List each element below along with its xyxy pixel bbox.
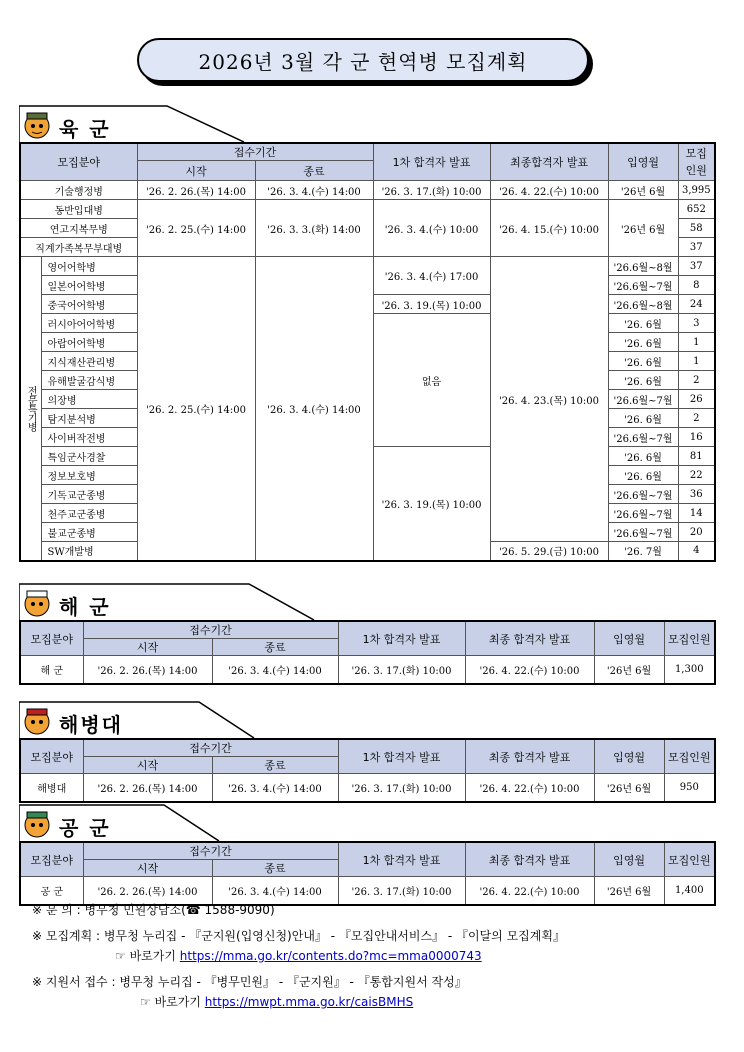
enlist-cell: '26. 7월 — [608, 542, 678, 561]
plan-shortcut — [32, 946, 565, 966]
field-cell: 아랍어어학병 — [41, 333, 137, 352]
header-period: 접수기간 — [83, 739, 338, 757]
section-tab-line — [19, 803, 714, 841]
field-cell: 연고지복무병 — [20, 219, 137, 238]
header-end: 종료 — [212, 757, 338, 774]
section-tab-line — [19, 700, 714, 738]
count-cell: 8 — [678, 276, 715, 295]
navy-section — [19, 582, 714, 685]
final-cell: '26. 4. 15.(수) 10:00 — [490, 200, 608, 257]
enlist-cell: '26년 6월 — [594, 774, 664, 802]
field-cell: 러시아어어학병 — [41, 314, 137, 333]
field-cell: 해병대 — [20, 774, 83, 802]
count-cell: 20 — [678, 523, 715, 542]
field-cell: 일본어어학병 — [41, 276, 137, 295]
count-cell: 22 — [678, 466, 715, 485]
first-cell: '26. 3. 19.(목) 10:00 — [373, 447, 490, 561]
enlist-cell: '26.6월~7월 — [608, 485, 678, 504]
airforce-header — [19, 803, 714, 841]
start-cell: '26. 2. 26.(목) 14:00 — [83, 774, 212, 802]
field-cell: 의장병 — [41, 390, 137, 409]
enlist-cell: '26. 6월 — [608, 447, 678, 466]
enlist-cell: '26. 6월 — [608, 314, 678, 333]
header-enlist: 입영월 — [608, 143, 678, 181]
field-cell: SW개발병 — [41, 542, 137, 561]
field-cell: 특임군사경찰 — [41, 447, 137, 466]
header-first: 1차 합격자 발표 — [338, 842, 465, 877]
enlist-cell: '26. 6월 — [608, 371, 678, 390]
field-cell: 불교군종병 — [41, 523, 137, 542]
count-cell: 26 — [678, 390, 715, 409]
final-cell: '26. 4. 23.(목) 10:00 — [490, 257, 608, 542]
enlist-cell: '26년 6월 — [608, 181, 678, 200]
first-cell: 없음 — [373, 314, 490, 447]
header-final: 최종 합격자 발표 — [465, 842, 594, 877]
header-field: 모집분야 — [20, 143, 137, 181]
section-tab-line — [19, 582, 714, 620]
start-cell: '26. 2. 26.(목) 14:00 — [83, 656, 212, 684]
header-final: 최종합격자 발표 — [490, 143, 608, 181]
count-cell: 14 — [678, 504, 715, 523]
start-cell: '26. 2. 26.(목) 14:00 — [137, 181, 255, 200]
header-first: 1차 합격자 발표 — [338, 739, 465, 774]
table-row — [20, 200, 715, 219]
count-cell: 58 — [678, 219, 715, 238]
header-start: 시작 — [83, 757, 212, 774]
enlist-cell: '26.6월~8월 — [608, 295, 678, 314]
end-cell: '26. 3. 4.(수) 14:00 — [255, 257, 373, 561]
marine-table — [19, 738, 716, 803]
count-cell: 81 — [678, 447, 715, 466]
count-cell: 1,300 — [664, 656, 715, 684]
tiger-mascot-icon — [21, 588, 53, 618]
end-cell: '26. 3. 4.(수) 14:00 — [212, 656, 338, 684]
count-cell: 2 — [678, 409, 715, 428]
count-cell: 37 — [678, 257, 715, 276]
header-field: 모집분야 — [20, 739, 83, 774]
first-cell: '26. 3. 4.(수) 10:00 — [373, 200, 490, 257]
field-cell: 기독교군종병 — [41, 485, 137, 504]
page-title: 2026년 3월 각 군 현역병 모집계획 — [137, 38, 589, 82]
field-cell: 해 군 — [20, 656, 83, 684]
navy-header — [19, 582, 714, 620]
enlist-cell: '26년 6월 — [594, 877, 664, 905]
airforce-section — [19, 803, 714, 906]
header-count: 모집인원 — [664, 621, 715, 656]
header-start: 시작 — [83, 860, 212, 877]
shortcut-label: ☞ 바로가기 — [115, 949, 180, 963]
final-cell: '26. 5. 29.(금) 10:00 — [490, 542, 608, 561]
section-name: 육 군 — [59, 117, 111, 141]
first-cell: '26. 3. 17.(화) 10:00 — [338, 877, 465, 905]
army-header — [19, 104, 714, 142]
header-end: 종료 — [212, 639, 338, 656]
enlist-cell: '26. 6월 — [608, 409, 678, 428]
enlist-cell: '26.6월~7월 — [608, 428, 678, 447]
end-cell: '26. 3. 3.(화) 14:00 — [255, 200, 373, 257]
table-row — [20, 257, 715, 276]
field-cell: 천주교군종병 — [41, 504, 137, 523]
field-cell: 공 군 — [20, 877, 83, 905]
first-cell: '26. 3. 4.(수) 17:00 — [373, 257, 490, 295]
start-cell: '26. 2. 25.(수) 14:00 — [137, 257, 255, 561]
count-cell: 16 — [678, 428, 715, 447]
field-cell: 사이버작전병 — [41, 428, 137, 447]
first-cell: '26. 3. 19.(목) 10:00 — [373, 295, 490, 314]
header-start: 시작 — [83, 639, 212, 656]
army-section — [19, 104, 714, 562]
special-label: 전문특기병 — [20, 257, 41, 561]
header-first: 1차 합격자 발표 — [338, 621, 465, 656]
count-cell: 3 — [678, 314, 715, 333]
field-cell: 직계가족복무부대병 — [20, 238, 137, 257]
header-field: 모집분야 — [20, 842, 83, 877]
field-cell: 정보보호병 — [41, 466, 137, 485]
contact-note: ※ 문 의 : 병무청 민원상담소(☎ 1588-9090) — [32, 903, 275, 917]
end-cell: '26. 3. 4.(수) 14:00 — [212, 774, 338, 802]
enlist-cell: '26. 6월 — [608, 352, 678, 371]
enlist-cell: '26.6월~7월 — [608, 276, 678, 295]
field-cell: 동반입대병 — [20, 200, 137, 219]
field-cell: 유해발굴감식병 — [41, 371, 137, 390]
first-cell: '26. 3. 17.(화) 10:00 — [338, 656, 465, 684]
section-tab-line — [19, 104, 714, 142]
apply-shortcut — [32, 992, 565, 1012]
final-cell: '26. 4. 22.(수) 10:00 — [465, 877, 594, 905]
section-name: 해병대 — [59, 713, 123, 737]
header-period: 접수기간 — [137, 143, 373, 161]
marine-section — [19, 700, 714, 803]
final-cell: '26. 4. 22.(수) 10:00 — [490, 181, 608, 200]
field-cell: 영어어학병 — [41, 257, 137, 276]
field-cell: 지식재산관리병 — [41, 352, 137, 371]
enlist-cell: '26. 6월 — [608, 466, 678, 485]
first-cell: '26. 3. 17.(화) 10:00 — [373, 181, 490, 200]
count-cell: 36 — [678, 485, 715, 504]
shortcut-label: ☞ 바로가기 — [140, 995, 205, 1009]
header-end: 종료 — [212, 860, 338, 877]
header-start: 시작 — [137, 161, 255, 181]
plan-note: ※ 모집계획 : 병무청 누리집 - 『군지원(입영신청)안내』 - 『모집안내서비스』 - 『이달의 모집계획』 — [32, 929, 565, 943]
first-cell: '26. 3. 17.(화) 10:00 — [338, 774, 465, 802]
table-row — [20, 774, 715, 802]
start-cell: '26. 2. 25.(수) 14:00 — [137, 200, 255, 257]
table-row — [20, 656, 715, 684]
count-cell: 1 — [678, 352, 715, 371]
marine-header — [19, 700, 714, 738]
enlist-cell: '26.6월~7월 — [608, 504, 678, 523]
header-period: 접수기간 — [83, 842, 338, 860]
table-row — [20, 181, 715, 200]
field-cell: 탐지분석병 — [41, 409, 137, 428]
count-cell: 3,995 — [678, 181, 715, 200]
plan-link[interactable]: https://mma.go.kr/contents.do?mc=mma0000743 — [179, 949, 482, 963]
enlist-cell: '26년 6월 — [608, 200, 678, 257]
tiger-mascot-icon — [21, 706, 53, 736]
count-cell: 950 — [664, 774, 715, 802]
final-cell: '26. 4. 22.(수) 10:00 — [465, 774, 594, 802]
count-cell: 1 — [678, 333, 715, 352]
end-cell: '26. 3. 4.(수) 14:00 — [212, 877, 338, 905]
header-field: 모집분야 — [20, 621, 83, 656]
start-cell: '26. 2. 26.(목) 14:00 — [83, 877, 212, 905]
enlist-cell: '26.6월~7월 — [608, 523, 678, 542]
apply-link[interactable]: https://mwpt.mma.go.kr/caisBMHS — [204, 995, 414, 1009]
airforce-table — [19, 841, 716, 906]
count-cell: 4 — [678, 542, 715, 561]
header-final: 최종 합격자 발표 — [465, 739, 594, 774]
header-count: 모집인원 — [664, 842, 715, 877]
field-cell: 기술행정병 — [20, 181, 137, 200]
count-cell: 652 — [678, 200, 715, 219]
header-count: 모집 인원 — [678, 143, 715, 181]
apply-note: ※ 지원서 접수 : 병무청 누리집 - 『병무민원』 - 『군지원』 - 『통합지원서 작성』 — [32, 975, 467, 989]
header-enlist: 입영월 — [594, 739, 664, 774]
tiger-mascot-icon — [21, 809, 53, 839]
header-enlist: 입영월 — [594, 842, 664, 877]
count-cell: 1,400 — [664, 877, 715, 905]
header-period: 접수기간 — [83, 621, 338, 639]
tiger-mascot-icon — [21, 110, 53, 140]
section-name: 해 군 — [59, 595, 111, 619]
header-first: 1차 합격자 발표 — [373, 143, 490, 181]
header-end: 종료 — [255, 161, 373, 181]
navy-table — [19, 620, 716, 685]
count-cell: 24 — [678, 295, 715, 314]
enlist-cell: '26년 6월 — [594, 656, 664, 684]
enlist-cell: '26.6월~8월 — [608, 257, 678, 276]
enlist-cell: '26.6월~7월 — [608, 390, 678, 409]
count-cell: 37 — [678, 238, 715, 257]
field-cell: 중국어어학병 — [41, 295, 137, 314]
section-name: 공 군 — [59, 816, 111, 840]
end-cell: '26. 3. 4.(수) 14:00 — [255, 181, 373, 200]
final-cell: '26. 4. 22.(수) 10:00 — [465, 656, 594, 684]
header-final: 최종 합격자 발표 — [465, 621, 594, 656]
header-count: 모집인원 — [664, 739, 715, 774]
notes — [32, 900, 565, 1012]
army-table — [19, 142, 716, 562]
enlist-cell: '26. 6월 — [608, 333, 678, 352]
count-cell: 2 — [678, 371, 715, 390]
header-enlist: 입영월 — [594, 621, 664, 656]
